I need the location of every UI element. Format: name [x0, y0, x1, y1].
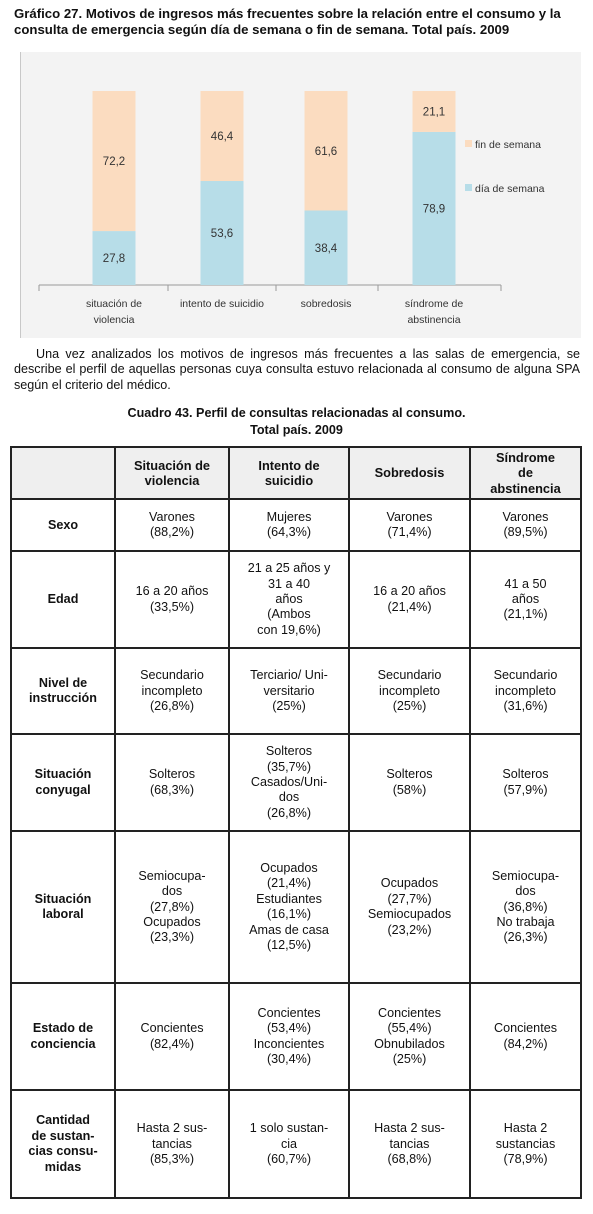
row-header [11, 983, 115, 1090]
row-header [11, 831, 115, 983]
table-cell-text: Solteros (58%) [386, 767, 433, 797]
chart-svg [21, 52, 581, 338]
column-header-1 [229, 447, 349, 499]
row-header-label: Cantidad de sustan- cias consu- midas [28, 1113, 98, 1174]
table-cell [115, 1090, 229, 1198]
column-header-label: Sobredosis [374, 465, 445, 481]
table-cell [229, 499, 349, 551]
table-cell [229, 983, 349, 1090]
legend-swatch-1 [465, 184, 472, 191]
row-header [11, 648, 115, 734]
table-cell-text: Hasta 2 sustancias (78,9%) [495, 1121, 556, 1166]
row-header-label: Edad [47, 592, 79, 607]
table-cell-text: Concientes (84,2%) [493, 1021, 557, 1051]
table-row [11, 734, 581, 831]
table-cell-text: 16 a 20 años (33,5%) [135, 584, 209, 614]
table-row [11, 831, 581, 983]
row-header [11, 551, 115, 648]
table-corner-cell [11, 447, 115, 499]
table-cell [349, 831, 470, 983]
table-cell [229, 648, 349, 734]
table-cell [349, 983, 470, 1090]
table-cell [115, 734, 229, 831]
table-cell-text: Secundario incompleto (26,8%) [140, 668, 204, 713]
table-cell-text: Varones (88,2%) [149, 509, 195, 540]
data-label-0-0: 27,8 [102, 253, 126, 266]
table-cell-text: 1 solo sustan- cia (60,7%) [249, 1121, 329, 1166]
table-cell-text: Solteros (35,7%) Casados/Uni- dos (26,8%) [250, 744, 328, 820]
table-cell [229, 1090, 349, 1198]
data-label-1-0: 53,6 [210, 228, 234, 241]
table-row [11, 1090, 581, 1198]
table-cell [470, 551, 581, 648]
table-cell-text: Secundario incompleto (31,6%) [493, 668, 558, 713]
table-cell-text: Concientes (55,4%) Obnubilados (25%) [374, 1005, 445, 1067]
table-cell-text: Solteros (57,9%) [502, 767, 549, 797]
table-cell [115, 499, 229, 551]
table-cell-text: Concientes (82,4%) [140, 1021, 204, 1051]
table-cell [349, 648, 470, 734]
table-cell [115, 648, 229, 734]
data-label-2-1: 61,6 [314, 145, 338, 158]
row-header-label: Situación laboral [34, 891, 92, 922]
table-cell [470, 831, 581, 983]
category-label-2: sobredosis [300, 298, 352, 310]
table-cell-text: Concientes (53,4%) Inconcientes (30,4%) [253, 1005, 325, 1067]
table-cell-text: Hasta 2 sus- tancias (68,8%) [374, 1121, 445, 1166]
table-cell [349, 1090, 470, 1198]
data-label-2-0: 38,4 [314, 242, 338, 255]
row-header [11, 734, 115, 831]
legend-label-1: día de semana [475, 183, 545, 195]
table-cell [229, 831, 349, 983]
table-cell [229, 734, 349, 831]
table-cell [115, 831, 229, 983]
category-label-3: síndrome de abstinencia [404, 298, 464, 326]
table-header-row [11, 447, 581, 499]
row-header [11, 1090, 115, 1198]
table-caption-line-2: Total país. 2009 [250, 423, 343, 437]
column-header-0 [115, 447, 229, 499]
row-header [11, 499, 115, 551]
table-cell-text: Ocupados (21,4%) Estudiantes (16,1%) Amas de casa (12,5%) [249, 861, 329, 953]
table-cell-text: Hasta 2 sus- tancias (85,3%) [136, 1121, 208, 1166]
column-header-label: Intento de suicidio [258, 457, 320, 489]
legend-swatch-0 [465, 140, 472, 147]
table-body [11, 499, 581, 1198]
table-cell-text: Solteros (68,3%) [148, 767, 196, 797]
table-cell-text: Varones (71,4%) [386, 509, 433, 540]
table-cell [349, 499, 470, 551]
category-label-0: situación de violencia [85, 298, 143, 326]
table-cell [470, 499, 581, 551]
profile-table [10, 446, 582, 1199]
table-row [11, 648, 581, 734]
table-cell [470, 983, 581, 1090]
table-cell-text: Ocupados (27,7%) Semiocupados (23,2%) [367, 876, 452, 937]
table-caption [0, 405, 593, 439]
category-label-1: intento de suicidio [179, 298, 265, 310]
table-caption-line-1: Cuadro 43. Perfil de consultas relacionadas al consumo. [127, 406, 466, 420]
data-label-3-0: 78,9 [422, 203, 446, 216]
table-cell [115, 983, 229, 1090]
table-cell [470, 734, 581, 831]
table-cell-text: Semiocupa- dos (36,8%) No trabaja (26,3%) [491, 868, 560, 945]
column-header-3 [470, 447, 581, 499]
table-cell-text: Mujeres (64,3%) [266, 509, 312, 540]
table-cell-text: 41 a 50 años (21,1%) [503, 576, 548, 622]
table-cell [349, 551, 470, 648]
data-label-3-1: 21,1 [422, 106, 446, 119]
legend-label-0: fin de semana [475, 139, 541, 151]
data-label-1-1: 46,4 [210, 131, 234, 144]
table-cell-text: 21 a 25 años y 31 a 40 años (Ambos con 19,6%) [247, 561, 331, 637]
table-cell-text: Secundario incompleto (25%) [377, 668, 442, 713]
row-header-label: Estado de conciencia [30, 1021, 96, 1051]
table-cell [470, 1090, 581, 1198]
figure-title: Gráfico 27. Motivos de ingresos más frecuentes sobre la relación entre el consumo y la consulta de emergencia según día de semana o fin de semana. Total país. 2009 [14, 6, 561, 37]
table-row [11, 983, 581, 1090]
column-header-label: Situación de violencia [133, 457, 211, 489]
data-label-0-1: 72,2 [102, 156, 126, 169]
column-header-2 [349, 447, 470, 499]
table-cell [470, 648, 581, 734]
column-header-label: Síndrome de abstinencia [490, 450, 561, 496]
table-cell [349, 734, 470, 831]
row-header-label: Sexo [47, 517, 79, 532]
stacked-bar-chart [20, 52, 581, 338]
table-row [11, 551, 581, 648]
row-header-label: Nivel de instrucción [29, 675, 97, 706]
body-paragraph: Una vez analizados los motivos de ingresos más frecuentes a las salas de emergencia, se describe el perfil de aquellas personas cuya consulta estuvo relacionada al consumo de alguna SPA según el criterio del médico. [14, 347, 580, 392]
table-cell [229, 551, 349, 648]
table-row [11, 499, 581, 551]
table-cell-text: Varones (89,5%) [502, 509, 549, 540]
table-cell-text: Semiocupa- dos (27,8%) Ocupados (23,3%) [138, 868, 206, 945]
table-cell-text: Terciario/ Uni- versitario (25%) [250, 668, 328, 713]
table-cell-text: 16 a 20 años (21,4%) [373, 584, 446, 614]
table-cell [115, 551, 229, 648]
row-header-label: Situación conyugal [34, 767, 92, 797]
